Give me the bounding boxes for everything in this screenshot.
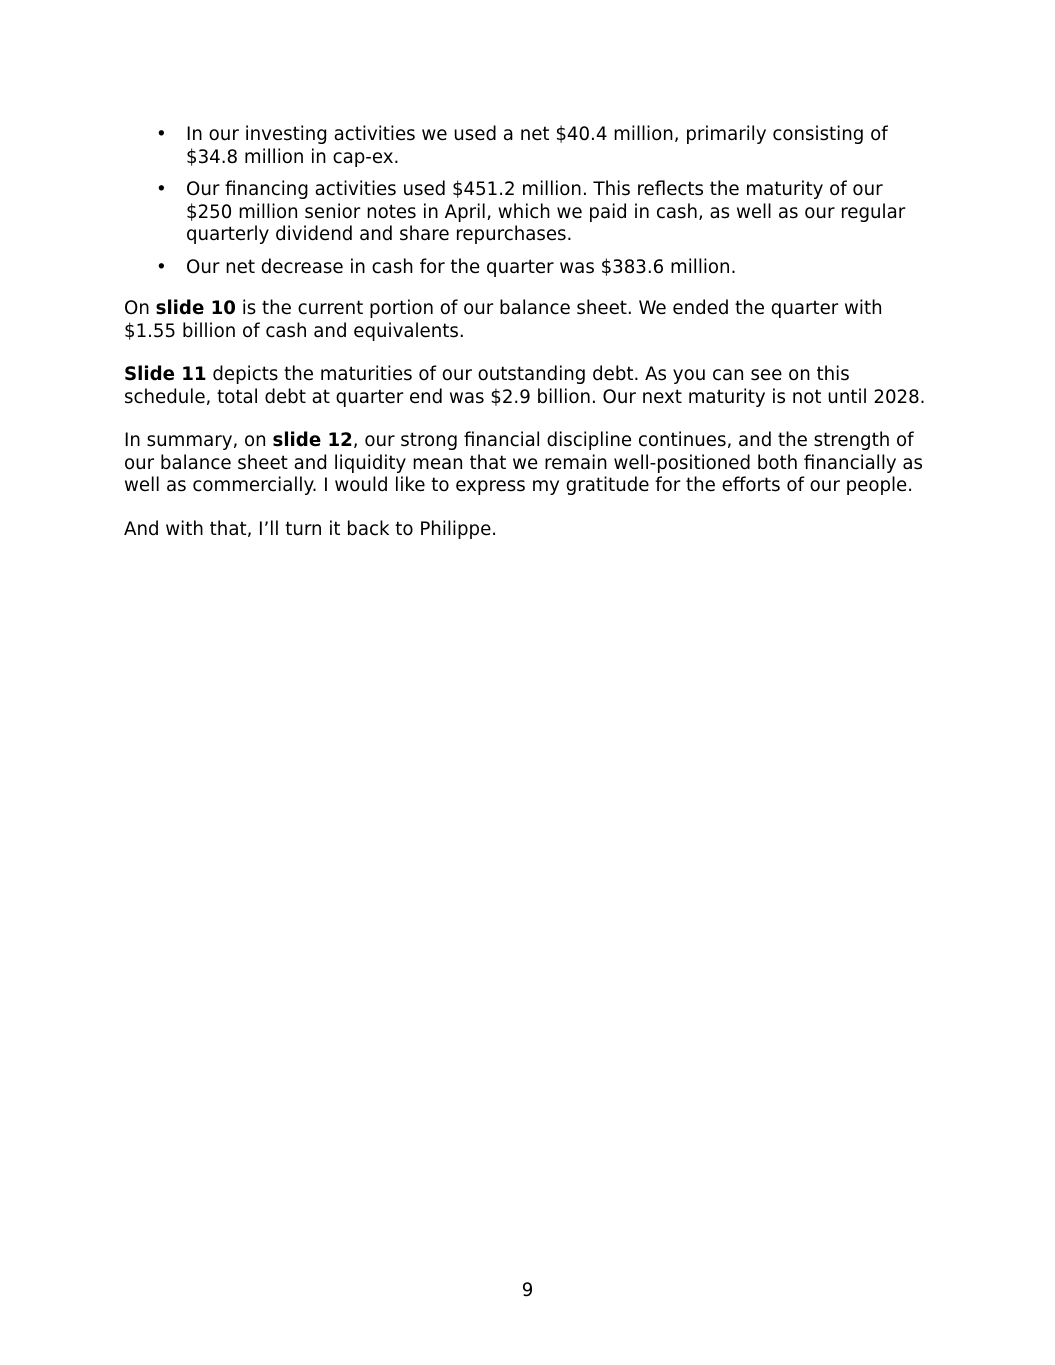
paragraph-slide-10 [124, 298, 934, 343]
bullet-text: Our net decrease in cash for the quarter was $383.6 million. [186, 256, 737, 278]
bullet-icon: • [156, 179, 167, 200]
paragraph-text: is the current portion of our balance sheet. We ended the quarter with $1.55 billion of cash and equivalents. [124, 298, 883, 342]
bullet-text: Our financing activities used $451.2 million. This reflects the maturity of our $250 million senior notes in April, which we paid in cash, as well as our regular quarterly dividend and share repurchases. [186, 179, 906, 245]
bullet-icon: • [156, 124, 167, 145]
page-number: 9 [521, 1280, 534, 1301]
bullet-item-net-decrease [124, 257, 934, 280]
slide-reference: slide 10 [155, 298, 236, 319]
bullet-text: In our investing activities we used a net $40.4 million, primarily consisting of $34.8 million in cap-ex. [186, 124, 888, 168]
paragraph-closing: And with that, I’ll turn it back to Philippe. [124, 518, 498, 540]
paragraph-text: depicts the maturities of our outstanding debt. As you can see on this schedule, total debt at quarter end was $2.9 billion. Our next maturity is not until 2028. [124, 364, 926, 408]
bullet-icon: • [156, 256, 167, 278]
document-page [124, 124, 934, 562]
paragraph-slide-11 [124, 364, 934, 409]
paragraph-text: On [124, 298, 156, 319]
paragraph-text: In summary, on [124, 430, 273, 451]
slide-reference: Slide 11 [124, 364, 207, 385]
bullet-item-financing [124, 179, 934, 247]
bullet-list [124, 124, 934, 279]
paragraph-text: , our strong financial discipline continues, and the strength of our balance sheet and liquidity mean that we remain well-positioned both financially as well as commercially. I would like to express my gratitude for the efforts of our people. [124, 430, 924, 496]
paragraph-summary [124, 430, 934, 498]
bullet-item-investing [124, 124, 934, 169]
slide-reference: slide 12 [272, 430, 353, 451]
